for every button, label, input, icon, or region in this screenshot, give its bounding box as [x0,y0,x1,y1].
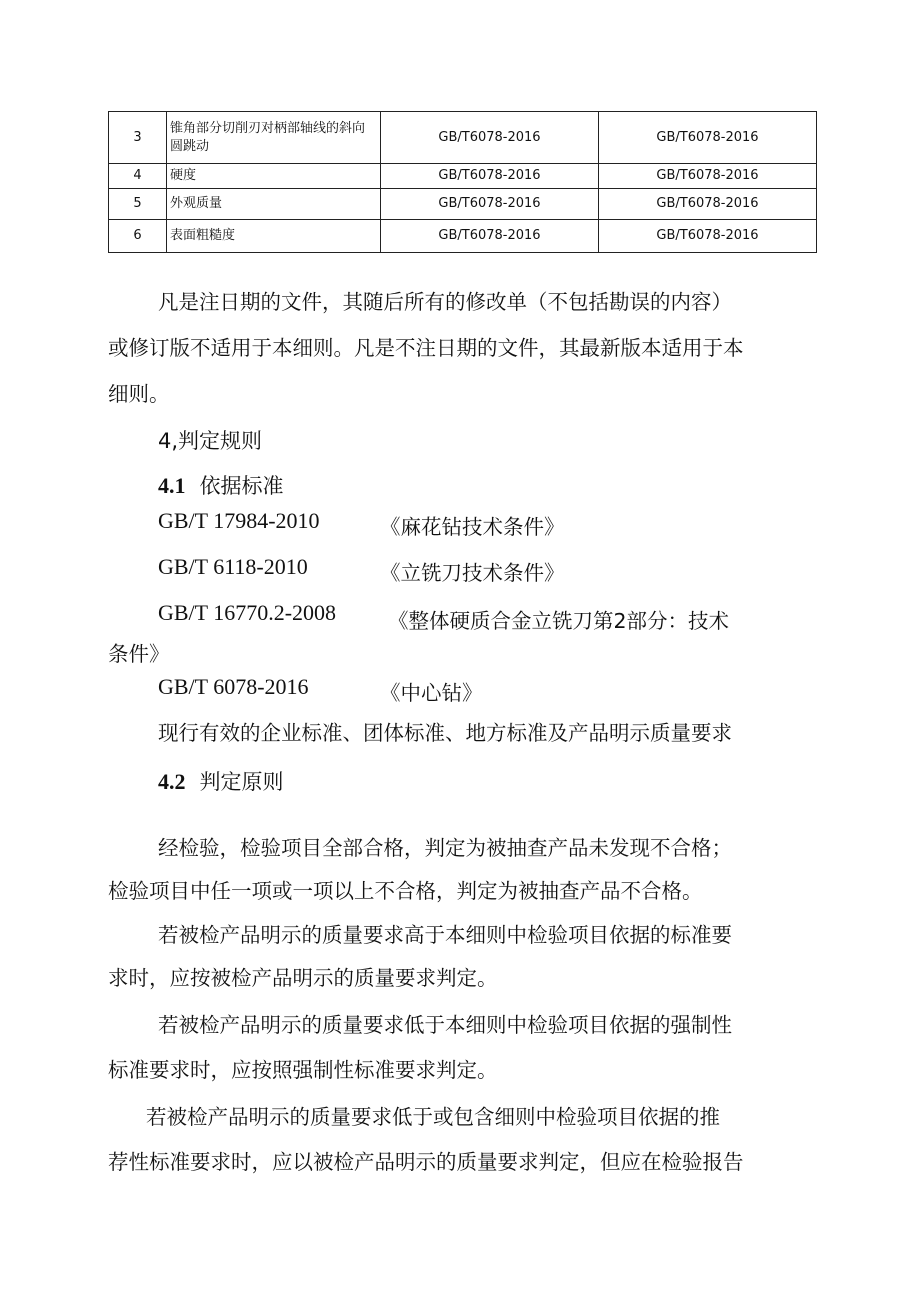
standard-entry [158,674,658,705]
para-3-line-1: 若被检产品明示的质量要求低于本细则中检验项目依据的强制性 [158,1013,732,1037]
standard-entry [158,508,565,539]
row-number: 5 [109,189,167,220]
intro-line-2: 或修订版不适用于本细则。凡是不注日期的文件，其最新版本适用于本 [108,336,744,360]
standard-entry [158,554,658,585]
standard-title: 《立铣刀技术条件》 [380,561,565,585]
row-item: 表面粗糙度 [167,220,381,253]
para-2-line-2: 求时，应按被检产品明示的质量要求判定。 [108,966,498,990]
para-2-line-1: 若被检产品明示的质量要求高于本细则中检验项目依据的标准要 [158,923,732,947]
section-4-1-heading [158,470,284,500]
standards-note: 现行有效的企业标准、团体标准、地方标准及产品明示质量要求 [158,721,732,745]
row-item: 外观质量 [167,189,381,220]
table-row [109,220,817,253]
row-method-standard: GB/T6078-2016 [381,189,599,220]
row-method-standard: GB/T6078-2016 [381,164,599,189]
row-judge-standard: GB/T6078-2016 [599,220,817,253]
row-number: 6 [109,220,167,253]
inspection-table [108,111,817,253]
standard-title-continued: 条件》 [108,642,170,666]
standard-title: 《中心钻》 [380,681,483,705]
standard-code: GB/T 17984-2010 [158,508,320,533]
row-item: 锥角部分切削刃对柄部轴线的斜向圆跳动 [167,112,381,164]
section-number: 4.2 [158,769,186,794]
row-judge-standard: GB/T6078-2016 [599,112,817,164]
section-title: 判定原则 [199,770,284,794]
section-4-heading: 4,判定规则 [158,429,263,453]
standard-title: 《整体硬质合金立铣刀第2部分：技术 [388,609,730,633]
row-method-standard: GB/T6078-2016 [381,112,599,164]
standard-title: 《麻花钻技术条件》 [380,515,565,539]
row-item: 硬度 [167,164,381,189]
table-row [109,112,817,164]
row-judge-standard: GB/T6078-2016 [599,189,817,220]
standard-entry [158,600,798,633]
para-4-line-2: 荐性标准要求时，应以被检产品明示的质量要求判定，但应在检验报告 [108,1150,744,1174]
para-4-line-1: 若被检产品明示的质量要求低于或包含细则中检验项目依据的推 [146,1105,720,1129]
row-number: 3 [109,112,167,164]
table-row [109,164,817,189]
row-method-standard: GB/T6078-2016 [381,220,599,253]
table-row [109,189,817,220]
para-3-line-2: 标准要求时，应按照强制性标准要求判定。 [108,1058,498,1082]
para-1-line-1: 经检验，检验项目全部合格，判定为被抽查产品未发现不合格； [158,836,732,860]
para-1-line-2: 检验项目中任一项或一项以上不合格，判定为被抽查产品不合格。 [108,879,703,903]
standard-code: GB/T 6078-2016 [158,674,309,699]
intro-line-3: 细则。 [108,382,170,406]
section-4-2-heading [158,766,284,796]
row-judge-standard: GB/T6078-2016 [599,164,817,189]
section-number: 4.1 [158,473,186,498]
intro-line-1: 凡是注日期的文件，其随后所有的修改单（不包括勘误的内容） [158,290,732,314]
standard-code: GB/T 6118-2010 [158,554,308,579]
standard-code: GB/T 16770.2-2008 [158,600,337,625]
row-number: 4 [109,164,167,189]
section-title: 依据标准 [199,474,284,498]
